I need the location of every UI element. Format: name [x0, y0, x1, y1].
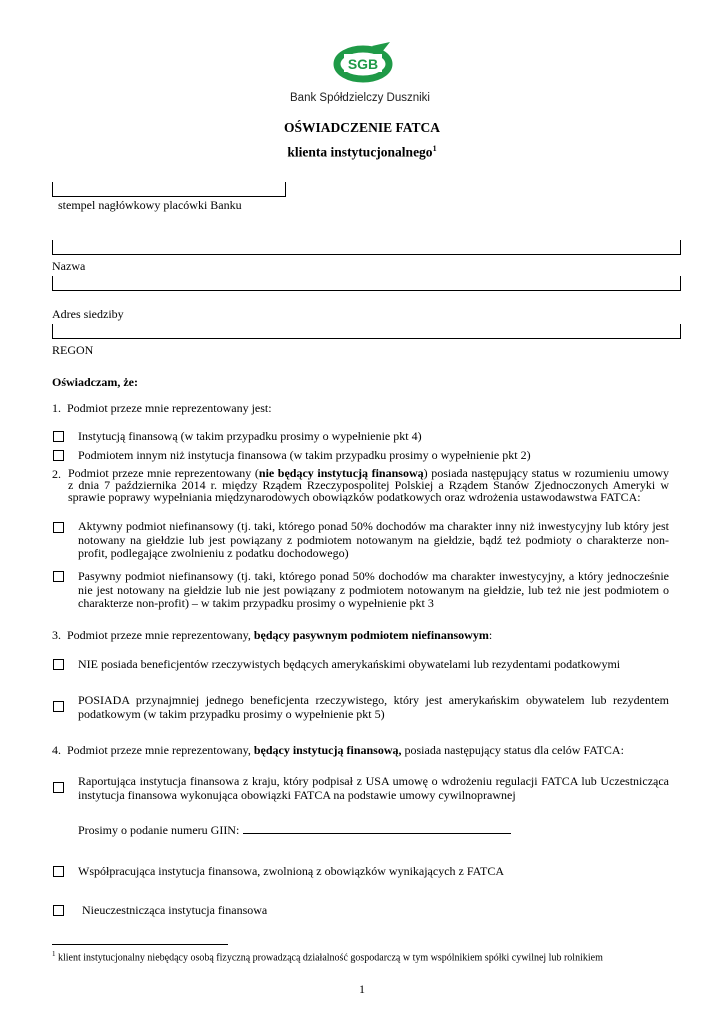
footnote-mark: 1	[432, 144, 437, 153]
page-title: OŚWIADCZENIE FATCA	[284, 120, 440, 135]
page-subtitle: klienta instytucjonalnego$^1$	[287, 144, 437, 160]
regon-label: REGON	[52, 343, 94, 357]
checkbox-q2-active-nfe[interactable]	[53, 522, 64, 533]
question-2: Podmiot przeze mnie reprezentowany (nie będący instytucją finansową) posiada następujący status w rozumieniu umowy z dnia 7 października 2014 r. między Rządem Rzeczypospolitej Polskiej a Rządem Stanów Zjednoczonych Ameryki w sprawie poprawy wypełniania międzynarodowych obowiązków podatkowych oraz wdrożenia ustawodawstwa FATCA:	[68, 466, 670, 504]
giin-label: Prosimy o podanie numeru GIIN:	[78, 823, 240, 837]
regon-field[interactable]	[52, 324, 681, 339]
stamp-box[interactable]	[52, 182, 286, 197]
option-q1-other-entity: Podmiotem innym niż instytucja finansowa (w takim przypadku prosimy o wypełnienie pkt 2)	[78, 448, 531, 462]
checkbox-q3-no-us-beneficiaries[interactable]	[53, 659, 64, 670]
option-q4-nonparticipating-fi: Nieuczestnicząca instytucja finansowa	[82, 903, 268, 917]
checkbox-q2-passive-nfe[interactable]	[53, 571, 64, 582]
question-1: 1. Podmiot przeze mnie reprezentowany jest:	[52, 401, 272, 415]
address-label: Adres siedziby	[52, 307, 124, 321]
checkbox-q4-cooperating-fi[interactable]	[53, 866, 64, 877]
giin-input[interactable]	[243, 822, 511, 834]
checkbox-q1-other-entity[interactable]	[53, 450, 64, 461]
bank-logo	[330, 40, 400, 86]
checkbox-q1-financial-institution[interactable]	[53, 431, 64, 442]
checkbox-q3-has-us-beneficiary[interactable]	[53, 701, 64, 712]
sgb-logo-icon	[330, 40, 400, 86]
bank-name: Bank Spółdzielczy Duszniki	[290, 92, 430, 104]
name-label: Nazwa	[52, 259, 86, 273]
footnote: $^1$ klient instytucjonalny niebędący osobą fizyczną prowadzącą działalność gospodarczą w tym wspólnikiem spółki cywilnej lub rolnikiem	[52, 950, 603, 964]
address-field[interactable]	[52, 276, 681, 291]
question-3: 3. Podmiot przeze mnie reprezentowany, będący pasywnym podmiotem niefinansowym:	[52, 628, 493, 642]
page-number: 1	[359, 982, 365, 996]
option-q1-financial-institution: Instytucją finansową (w takim przypadku prosimy o wypełnienie pkt 4)	[78, 429, 422, 443]
option-q2-active-nfe: Aktywny podmiot niefinansowy (tj. taki, którego ponad 50% dochodów ma charakter inny niż inwestycyjny lub który jest notowany na giełdzie lub jest powiązany z podmiotem notowanym na giełdzie, bądź też podmioty o charakterze non-profit, podlegające zwolnieniu z podatku dochodowego)	[78, 519, 669, 560]
declaration-heading: Oświadczam, że:	[52, 375, 138, 389]
option-q4-cooperating-fi: Współpracująca instytucja finansowa, zwolnioną z obowiązków wynikających z FATCA	[78, 864, 504, 878]
option-q2-passive-nfe: Pasywny podmiot niefinansowy (tj. taki, którego ponad 50% dochodów ma charakter inwestycyjny, a który jednocześnie nie jest notowany na giełdzie lub nie jest powiązany z podmiotem notowanym na giełdzie, lub też nie jest podmiotem o charakterze non-profit) – w takim przypadku prosimy o wypełnienie pkt 3	[78, 569, 669, 610]
checkbox-q4-reporting-fi[interactable]	[53, 782, 64, 793]
stamp-label: stempel nagłówkowy placówki Banku	[58, 198, 242, 212]
name-field[interactable]	[52, 240, 681, 255]
question-4: 4. Podmiot przeze mnie reprezentowany, będący instytucją finansową, posiada następujący status dla celów FATCA:	[52, 743, 624, 757]
option-q3-no-us-beneficiaries: NIE posiada beneficjentów rzeczywistych będących amerykańskimi obywatelami lub rezydentami podatkowymi	[78, 657, 621, 671]
giin-row	[78, 822, 511, 838]
option-q4-reporting-fi: Raportująca instytucja finansowa z kraju, który podpisał z USA umowę o wdrożeniu regulacji FATCA lub Uczestnicząca instytucja finansowa wykonująca obowiązki FATCA na podstawie umowy cywilnoprawnej	[78, 774, 669, 802]
checkbox-q4-nonparticipating-fi[interactable]	[53, 905, 64, 916]
option-q3-has-us-beneficiary: POSIADA przynajmniej jednego beneficjenta rzeczywistego, który jest amerykańskim obywatelem lub rezydentem podatkowym (w takim przypadku prosimy o wypełnienie pkt 5)	[78, 693, 669, 721]
svg-text:SGB: SGB	[347, 56, 379, 72]
question-2-number: 2.	[52, 467, 61, 481]
footnote-separator	[52, 944, 228, 945]
